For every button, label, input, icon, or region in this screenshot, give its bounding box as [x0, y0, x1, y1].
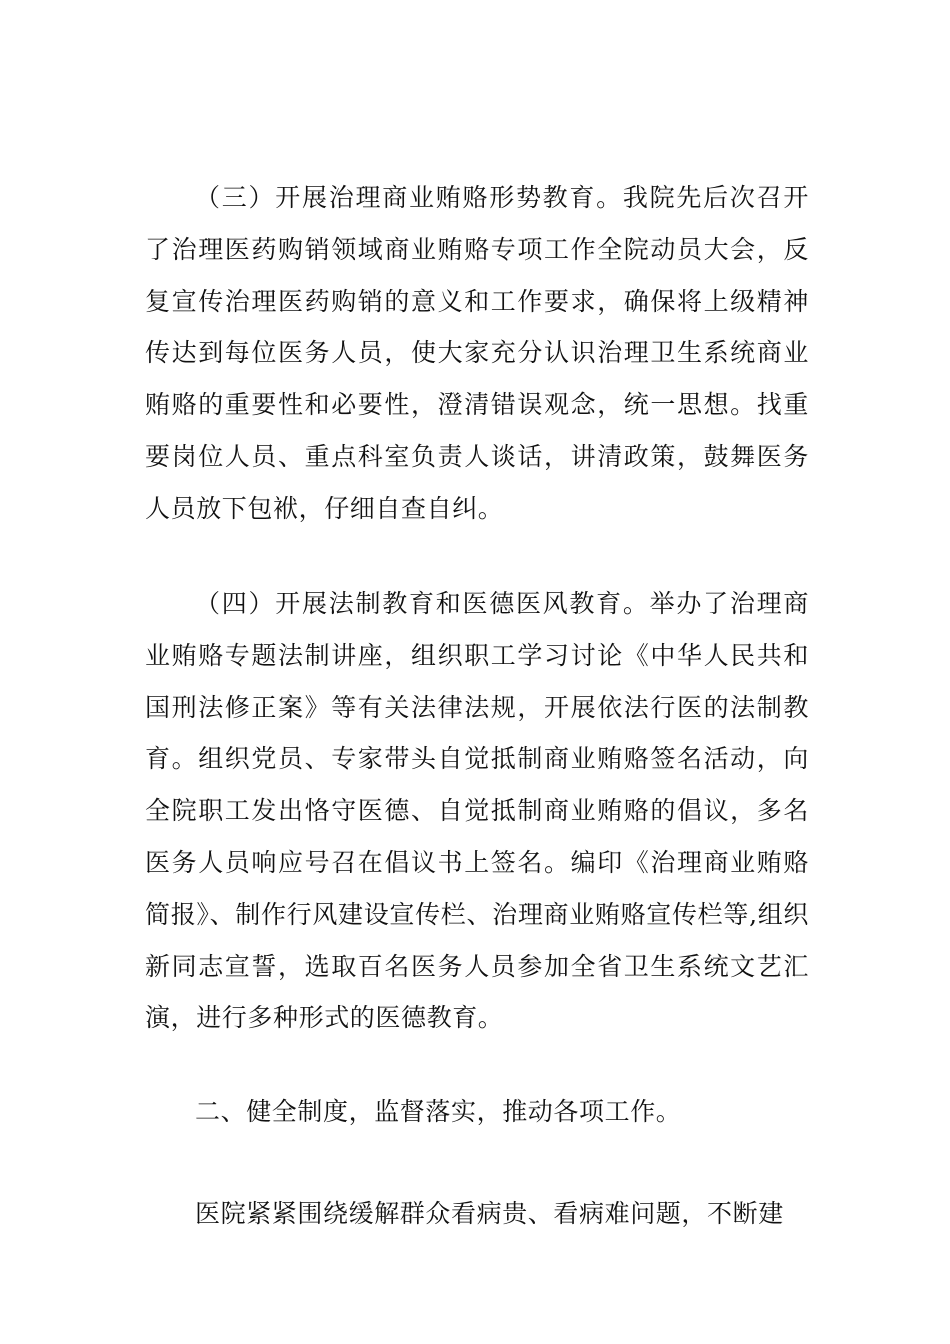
paragraph-hospital-measures: 医院紧紧围绕缓解群众看病贵、看病难问题，不断建	[195, 1199, 784, 1228]
paragraph-education-situation: （三）开展治理商业贿赂形势教育。我院先后次召开了治理医药购销领域商业贿赂专项工作全院动员大会，反复宣传治理医药购销的意义和工作要求，确保将上级精神传达到每位医务人员，使大家充分认识治理卫生系统商业贿赂的重要性和必要性，澄清错误观念，统一思想。找重要岗位人员、重点科室负责人谈话，讲清政策，鼓舞医务人员放下包袱，仔细自查自纠。	[145, 183, 809, 523]
section-heading-two: 二、健全制度，监督落实，推动各项工作。	[195, 1097, 682, 1126]
paragraph-legal-ethics-education: （四）开展法制教育和医德医风教育。举办了治理商业贿赂专题法制讲座，组织职工学习讨论《中华人民共和国刑法修正案》等有关法律法规，开展依法行医的法制教育。组织党员、专家带头自觉抵制商业贿赂签名活动，向全院职工发出恪守医德、自觉抵制商业贿赂的倡议，多名医务人员响应号召在倡议书上签名。编印《治理商业贿赂简报》、制作行风建设宣传栏、治理商业贿赂宣传栏等,组织新同志宣誓，选取百名医务人员参加全省卫生系统文艺汇演，进行多种形式的医德教育。	[145, 589, 809, 1033]
